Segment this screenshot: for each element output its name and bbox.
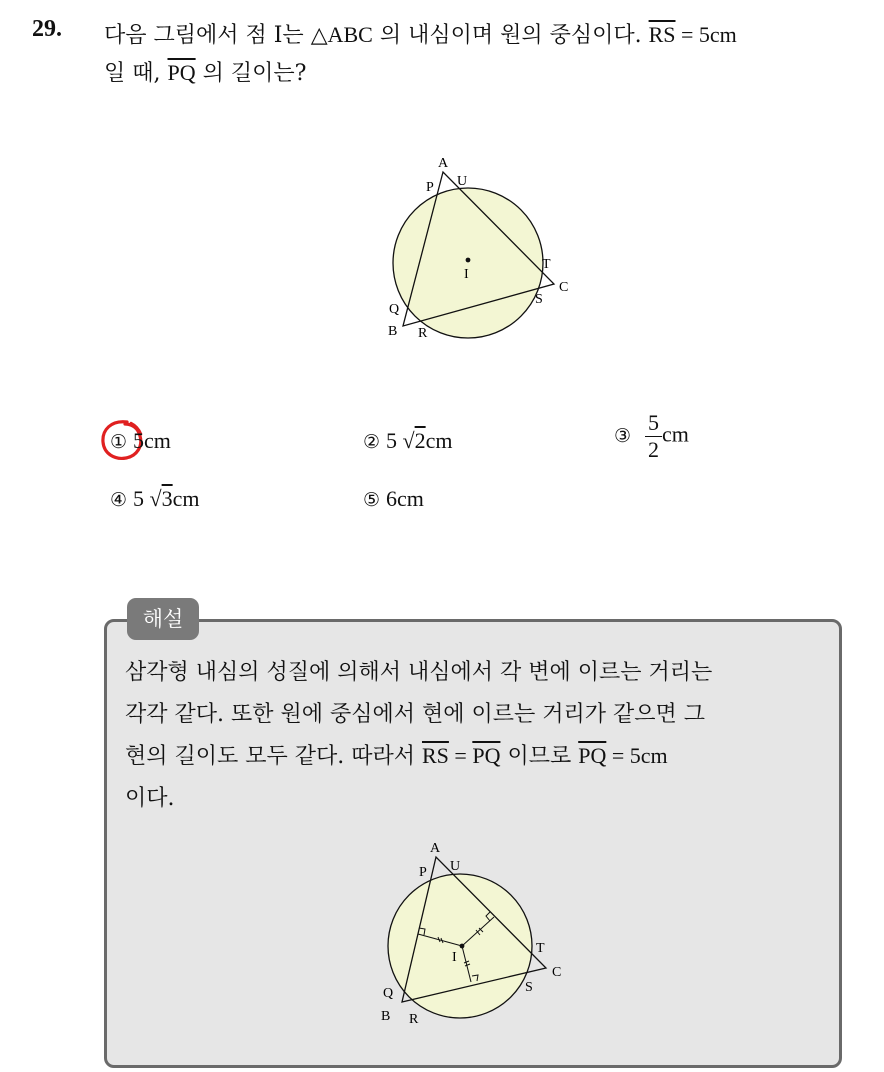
segment-pq: $\overline{PQ}$ xyxy=(578,743,607,768)
explanation-figure xyxy=(372,830,582,1030)
question-line-2 xyxy=(104,56,306,87)
label-p: P xyxy=(426,180,434,195)
label-i: I xyxy=(464,267,469,282)
question-number: 29. xyxy=(32,16,62,42)
sqrt-icon: √ xyxy=(402,428,415,453)
choice-unit: cm xyxy=(172,486,200,511)
label-c: C xyxy=(559,280,569,295)
explanation-line-4: 이다. xyxy=(125,786,175,811)
explanation-line-1: 삼각형 내심의 성질에 의해서 내심에서 각 변에 이르는 거리는 xyxy=(125,660,713,685)
segment-pq: $\overline{PQ}$ xyxy=(167,60,196,85)
fraction xyxy=(645,412,662,461)
choice-number: ③ xyxy=(614,424,632,447)
label-b: B xyxy=(381,1009,391,1024)
choice-coef: 5 xyxy=(386,428,398,453)
segment-pq: $\overline{PQ}$ xyxy=(472,743,501,768)
question-line-1 xyxy=(104,18,737,49)
choice-4[interactable] xyxy=(110,486,200,512)
label-q: Q xyxy=(389,302,400,317)
label-u: U xyxy=(457,174,468,189)
label-q: Q xyxy=(383,986,394,1001)
radicand: 2 xyxy=(414,428,426,453)
incenter-point xyxy=(466,258,471,263)
fraction-numerator: 5 xyxy=(645,412,662,437)
choice-1[interactable] xyxy=(110,428,171,454)
choice-2[interactable] xyxy=(363,428,453,454)
choice-5[interactable] xyxy=(363,486,424,512)
label-b: B xyxy=(388,324,398,339)
label-r: R xyxy=(409,1012,419,1027)
radicand: 3 xyxy=(161,486,173,511)
segment-rs: $\overline{RS}$ xyxy=(421,743,449,768)
choice-unit: cm xyxy=(425,428,453,453)
circle xyxy=(393,188,543,338)
label-t: T xyxy=(536,941,545,956)
choice-3[interactable] xyxy=(614,412,689,461)
question-text: = 5cm xyxy=(675,22,737,47)
label-s: S xyxy=(525,980,533,995)
question-text: 다음 그림에서 점 I는 xyxy=(104,23,311,48)
fraction-denominator: 2 xyxy=(648,437,660,462)
triangle-symbol: △ABC xyxy=(310,22,373,47)
choice-number: ⑤ xyxy=(363,489,381,511)
segment-rs: $\overline{RS}$ xyxy=(648,22,676,47)
question-figure xyxy=(380,150,580,350)
label-r: R xyxy=(418,326,428,341)
label-u: U xyxy=(450,859,461,874)
label-c: C xyxy=(552,965,562,980)
label-t: T xyxy=(542,257,551,272)
choice-text: 5cm xyxy=(133,428,171,453)
choice-number: ① xyxy=(110,431,128,453)
choice-unit: cm xyxy=(662,421,689,447)
question-text: 일 때, xyxy=(104,61,168,86)
choice-coef: 5 xyxy=(133,486,145,511)
explanation-text: 이므로 xyxy=(500,744,579,769)
label-p: P xyxy=(419,865,427,880)
explanation-line-2: 각각 같다. 또한 원에 중심에서 현에 이르는 거리가 같으면 그 xyxy=(125,702,705,727)
choice-number: ② xyxy=(363,431,381,453)
explanation-text: 현의 길이도 모두 같다. 따라서 xyxy=(125,744,422,769)
label-i: I xyxy=(452,950,457,965)
equals-sign: = xyxy=(448,743,473,768)
label-a: A xyxy=(430,841,441,856)
question-text: 의 내심이며 원의 중심이다. xyxy=(372,23,649,48)
explanation-tag: 해설 xyxy=(127,598,199,640)
label-s: S xyxy=(535,292,543,307)
explanation-text: = 5cm xyxy=(606,743,668,768)
question-text: 의 길이는? xyxy=(195,61,307,86)
choice-text: 6cm xyxy=(386,486,424,511)
choice-number: ④ xyxy=(110,489,128,511)
explanation-line-3 xyxy=(125,739,668,770)
sqrt-icon: √ xyxy=(149,486,162,511)
label-a: A xyxy=(438,156,449,171)
